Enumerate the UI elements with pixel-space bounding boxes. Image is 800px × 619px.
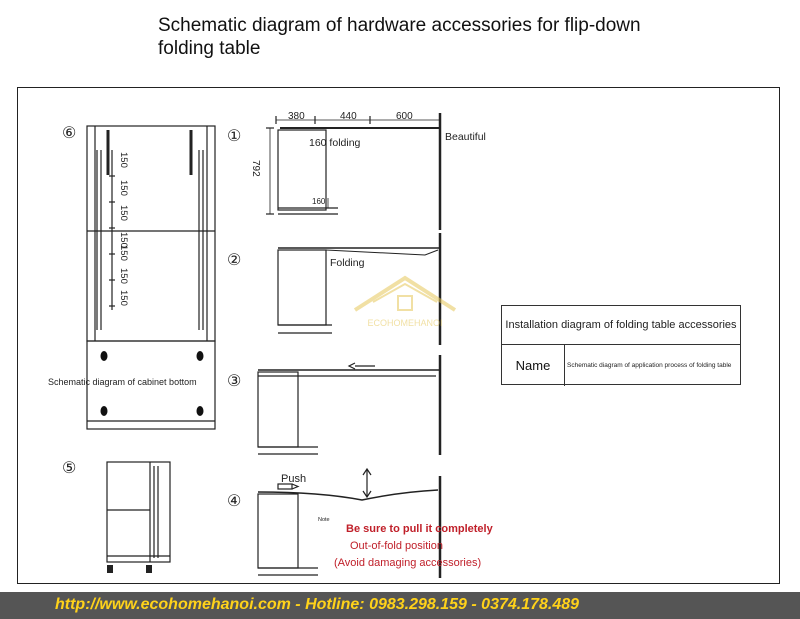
step-number-4: ④ — [227, 493, 242, 510]
step1-beautiful-label: Beautiful — [445, 131, 486, 143]
dim-150-6: 150 — [118, 268, 129, 284]
step2-folding-label: Folding — [330, 257, 365, 269]
dim-150-3: 150 — [118, 205, 129, 221]
step-number-5: ⑤ — [62, 460, 77, 477]
step4-note-label: Note — [318, 517, 330, 523]
step-number-1: ① — [227, 128, 242, 145]
step3-drawing — [258, 355, 440, 455]
info-table — [501, 305, 741, 385]
dim-150-5: 150 — [118, 245, 129, 261]
dim-440: 440 — [340, 111, 357, 122]
step4-warning: Be sure to pull it completely — [346, 523, 493, 535]
step4-position: Out-of-fold position — [350, 540, 443, 552]
step4-avoid: (Avoid damaging accessories) — [334, 557, 482, 569]
dim-380: 380 — [288, 111, 305, 122]
diagram-title: Schematic diagram of hardware accessories for flip-down folding table — [158, 15, 641, 59]
footer-contact: http://www.ecohomehanoi.com - Hotline: 0983.298.159 - 0374.178.489 — [55, 596, 580, 613]
step4-push-label: Push — [281, 473, 307, 485]
cabinet-bottom-label: Schematic diagram of cabinet bottom — [48, 377, 197, 387]
dim-160: 160 — [312, 197, 326, 206]
watermark-text: ECOHOMEHANOI — [367, 318, 443, 328]
step-number-6: ⑥ — [62, 125, 77, 142]
step-number-2: ② — [227, 252, 242, 269]
info-name-row — [502, 345, 740, 386]
dim-150-7: 150 — [118, 290, 129, 306]
footer-bar — [0, 592, 800, 619]
info-name-label: Name — [502, 345, 565, 386]
dim-792: 792 — [250, 160, 261, 177]
dim-150-2: 150 — [118, 180, 129, 196]
dim-600: 600 — [396, 111, 413, 122]
info-name-value: Schematic diagram of application process of folding table — [567, 362, 732, 369]
cabinet-small — [107, 462, 170, 562]
dim-150-1: 150 — [118, 152, 129, 168]
info-heading: Installation diagram of folding table accessories — [502, 306, 740, 345]
watermark-logo — [345, 270, 465, 340]
step1-drawing — [266, 113, 440, 230]
dim-150-4: 150 — [118, 232, 129, 248]
house-logo-icon — [345, 270, 465, 340]
step1-folding-label: 160 folding — [309, 137, 361, 149]
step-number-3: ③ — [227, 373, 242, 390]
